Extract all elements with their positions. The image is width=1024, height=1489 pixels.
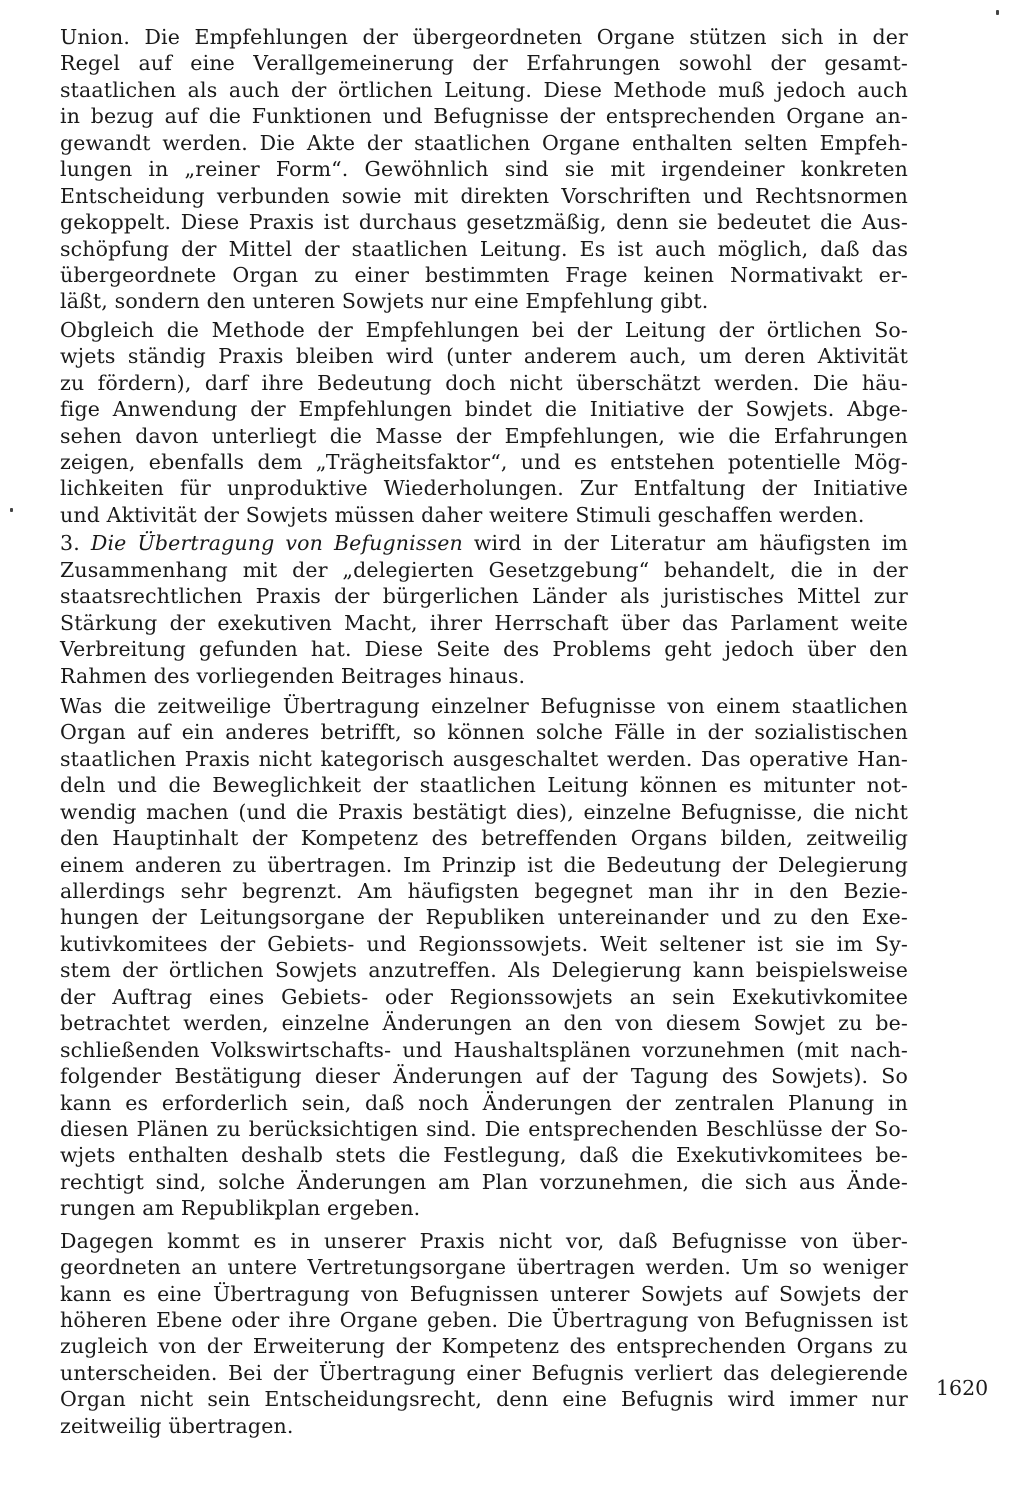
text-line: betrachtet werden, einzelne Änderungen an den von diesem Sowjet zu be-: [60, 1011, 908, 1036]
text-line: kann es eine Übertragung von Befugnissen unterer Sowjets auf Sowjets der: [60, 1281, 908, 1306]
paragraph: [60, 693, 908, 1222]
text-line: [60, 530, 908, 556]
page-number: 1620: [936, 1376, 989, 1400]
body-text: [60, 24, 908, 1439]
text-line: staatsrechtlichen Praxis der bürgerlichen Länder als juristisches Mittel zur: [60, 584, 908, 609]
text-line: Dagegen kommt es in unserer Praxis nicht vor, daß Befugnisse von über-: [60, 1228, 908, 1253]
scan-speck: [996, 10, 999, 15]
section-heading: Die Übertragung von Befugnissen: [90, 531, 463, 556]
text-line: rungen am Republikplan ergeben.: [60, 1196, 421, 1221]
text-line: deln und die Beweglichkeit der staatlichen Leitung können es mitunter not-: [60, 773, 908, 798]
text-line: unterscheiden. Bei der Übertragung einer Befugnis verliert das delegierende: [60, 1360, 908, 1385]
text-line: wendig machen (und die Praxis bestätigt dies), einzelne Befugnisse, die nicht: [60, 799, 908, 824]
text-line: Rahmen des vorliegenden Beitrages hinaus.: [60, 663, 526, 688]
text-line: übergeordnete Organ zu einer bestimmten Frage keinen Normativakt er-: [60, 262, 908, 287]
text-line: Organ nicht sein Entscheidungsrecht, denn eine Befugnis wird immer nur: [60, 1387, 908, 1412]
text-line: zugleich von der Erweiterung der Kompetenz des entsprechenden Organs zu: [60, 1334, 908, 1359]
text-line: der Auftrag eines Gebiets- oder Regionssowjets an sein Exekutivkomitee: [60, 984, 908, 1009]
text-line: läßt, sondern den unteren Sowjets nur eine Empfehlung gibt.: [60, 289, 709, 314]
paragraph: [60, 530, 908, 689]
text-line: Entscheidung verbunden sowie mit direkten Vorschriften und Rechtsnormen: [60, 183, 908, 208]
text-line: und Aktivität der Sowjets müssen daher weitere Stimuli geschaffen werden.: [60, 502, 865, 527]
text-segment: wird in der Literatur am häufigsten im: [462, 531, 908, 556]
text-line: folgender Bestätigung dieser Änderungen auf der Tagung des Sowjets). So: [60, 1064, 908, 1089]
text-line: den Hauptinhalt der Kompetenz des betreffenden Organs bilden, zeitweilig: [60, 826, 908, 851]
text-line: in bezug auf die Funktionen und Befugnisse der entsprechenden Organe an-: [60, 104, 908, 129]
text-line: Was die zeitweilige Übertragung einzelner Befugnisse von einem staatlichen: [60, 693, 908, 718]
text-line: Union. Die Empfehlungen der übergeordneten Organe stützen sich in der: [60, 25, 908, 49]
text-line: staatlichen als auch der örtlichen Leitung. Diese Methode muß jedoch auch: [60, 77, 908, 102]
text-line: kutivkomitees der Gebiets- und Regionssowjets. Weit seltener ist sie im Sy-: [60, 931, 908, 956]
text-line: staatlichen Praxis nicht kategorisch ausgeschaltet werden. Das operative Han-: [60, 746, 908, 771]
text-line: schließenden Volkswirtschafts- und Haushaltsplänen vorzunehmen (mit nach-: [60, 1037, 908, 1062]
text-line: lungen in „reiner Form“. Gewöhnlich sind sie mit irgendeiner konkreten: [60, 157, 908, 182]
text-line: wjets enthalten deshalb stets die Festlegung, daß die Exekutivkomitees be-: [60, 1143, 908, 1168]
paragraph: [60, 24, 908, 315]
text-line: Verbreitung gefunden hat. Diese Seite des Problems geht jedoch über den: [60, 637, 908, 662]
text-line: zu fördern), darf ihre Bedeutung doch nicht überschätzt werden. Die häu-: [60, 370, 908, 395]
text-line: zeitweilig übertragen.: [60, 1413, 294, 1438]
text-line: gekoppelt. Diese Praxis ist durchaus gesetzmäßig, denn sie bedeutet die Aus-: [60, 210, 908, 235]
text-line: einem anderen zu übertragen. Im Prinzip ist die Bedeutung der Delegierung: [60, 852, 908, 877]
section-number: 3.: [60, 531, 91, 556]
text-line: sehen davon unterliegt die Masse der Empfehlungen, wie die Erfahrungen: [60, 423, 908, 448]
text-line: lichkeiten für unproduktive Wiederholungen. Zur Entfaltung der Initiative: [60, 476, 908, 501]
text-line: fige Anwendung der Empfehlungen bindet die Initiative der Sowjets. Abge-: [60, 397, 908, 422]
text-line: hungen der Leitungsorgane der Republiken untereinander und zu den Exe-: [60, 905, 908, 930]
scan-speck: [10, 508, 13, 512]
text-line: wjets ständig Praxis bleiben wird (unter anderem auch, um deren Aktivität: [60, 344, 908, 369]
text-line: zeigen, ebenfalls dem „Trägheitsfaktor“, und es entstehen potentielle Mög-: [60, 450, 908, 474]
text-line: Stärkung der exekutiven Macht, ihrer Herrschaft über das Parlament weite: [60, 610, 908, 635]
text-line: gewandt werden. Die Akte der staatlichen Organe enthalten selten Empfeh-: [60, 130, 908, 155]
text-line: höheren Ebene oder ihre Organe geben. Die Übertragung von Befugnissen ist: [60, 1308, 908, 1332]
text-line: diesen Plänen zu berücksichtigen sind. Die entsprechenden Beschlüsse der So-: [60, 1116, 908, 1141]
text-line: kann es erforderlich sein, daß noch Änderungen der zentralen Planung in: [60, 1090, 908, 1115]
text-line: schöpfung der Mittel der staatlichen Leitung. Es ist auch möglich, daß das: [60, 236, 908, 261]
paragraph: [60, 1228, 908, 1440]
text-line: stem der örtlichen Sowjets anzutreffen. Als Delegierung kann beispielsweise: [60, 958, 908, 983]
text-line: Obgleich die Methode der Empfehlungen bei der Leitung der örtlichen So-: [60, 317, 908, 342]
paragraph: [60, 317, 908, 529]
text-line: geordneten an untere Vertretungsorgane übertragen werden. Um so weniger: [60, 1255, 908, 1280]
text-line: Zusammenhang mit der „delegierten Gesetzgebung“ behandelt, die in der: [60, 557, 908, 582]
text-line: rechtigt sind, solche Änderungen am Plan vorzunehmen, die sich aus Ände-: [60, 1169, 908, 1194]
text-line: Regel auf eine Verallgemeinerung der Erfahrungen sowohl der gesamt-: [60, 51, 908, 76]
text-line: allerdings sehr begrenzt. Am häufigsten begegnet man ihr in den Bezie-: [60, 879, 908, 903]
text-line: Organ auf ein anderes betrifft, so können solche Fälle in der sozialistischen: [60, 720, 908, 745]
